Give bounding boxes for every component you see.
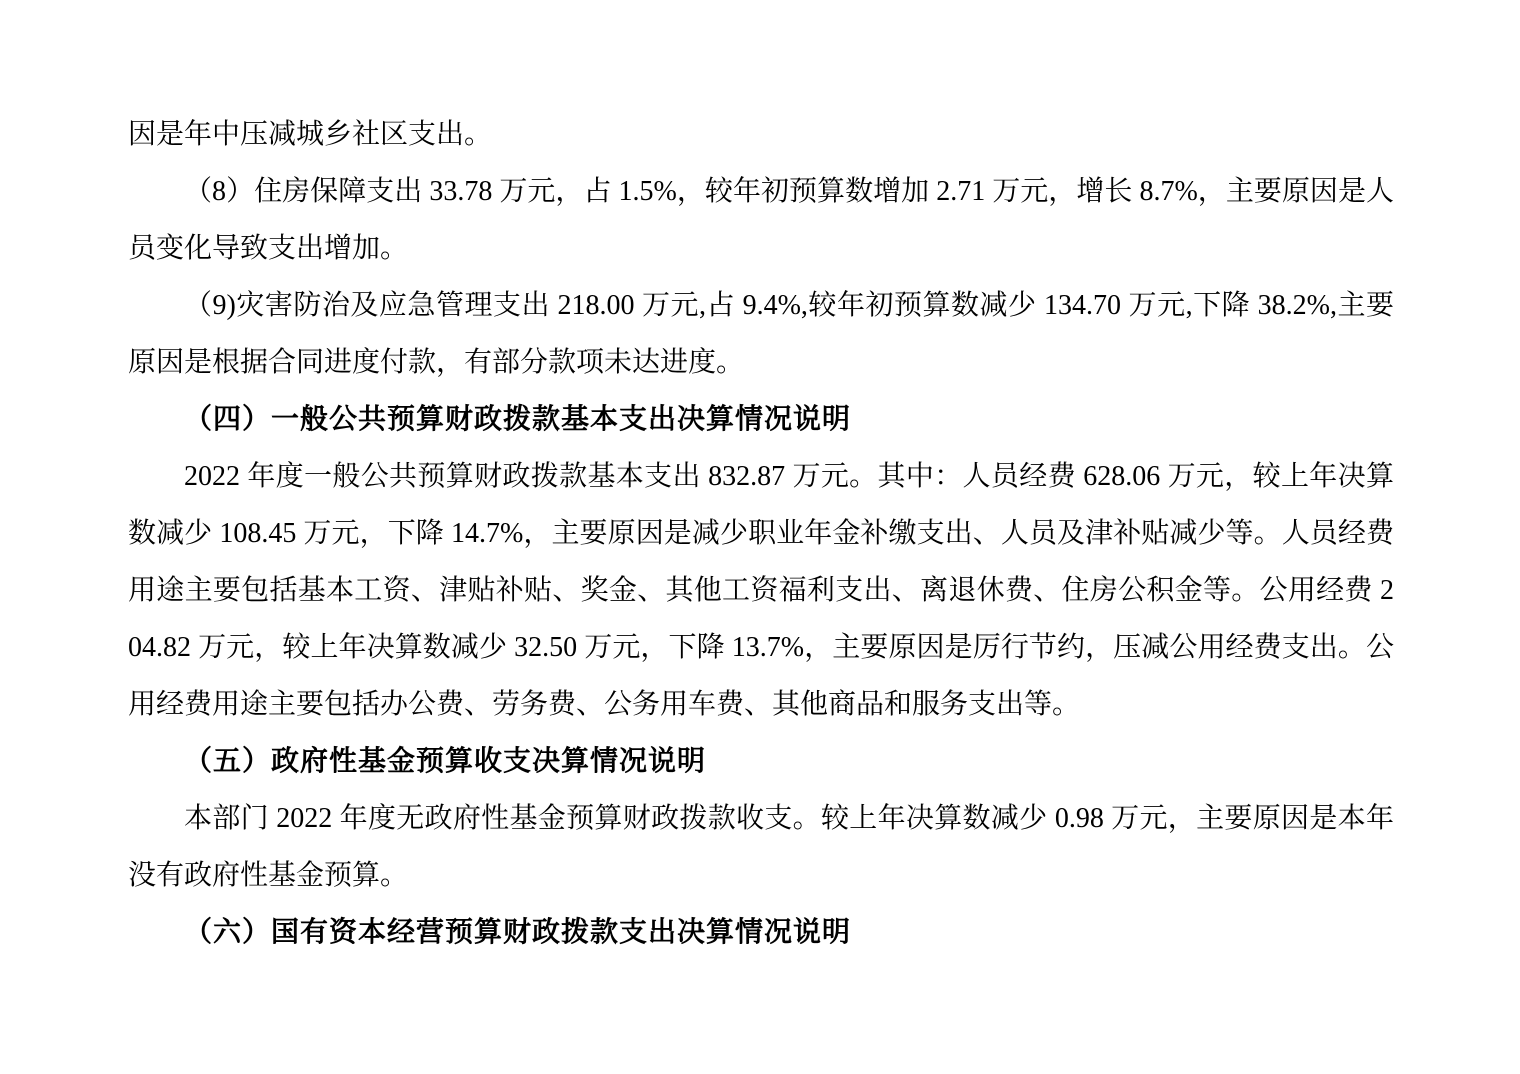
section-heading-6-state-capital-budget: （六）国有资本经营预算财政拨款支出决算情况说明 — [184, 917, 852, 948]
paragraph-item-9-disaster-prevention: （9)灾害防治及应急管理支出 218.00 万元,占 9.4%,较年初预算数减少 134.70 万元,下降 38.2%,主要原因是根据合同进度付款，有部分款项未达进度。 — [128, 290, 1394, 378]
paragraph-continuation: 因是年中压减城乡社区支出。 — [128, 119, 493, 150]
section-heading-4-basic-expenditure: （四）一般公共预算财政拨款基本支出决算情况说明 — [184, 404, 852, 435]
paragraph-government-fund-detail: 本部门 2022 年度无政府性基金预算财政拨款收支。较上年决算数减少 0.98 万元，主要原因是本年没有政府性基金预算。 — [128, 803, 1394, 891]
paragraph-item-8-housing-support: （8）住房保障支出 33.78 万元，占 1.5%，较年初预算数增加 2.71 万元，增长 8.7%，主要原因是人员变化导致支出增加。 — [128, 176, 1394, 264]
section-heading-5-government-fund-budget: （五）政府性基金预算收支决算情况说明 — [184, 746, 707, 777]
paragraph-basic-expenditure-detail: 2022 年度一般公共预算财政拨款基本支出 832.87 万元。其中：人员经费 628.06 万元，较上年决算数减少 108.45 万元，下降 14.7%，主要原因是减少职业年金补缴支出、人员及津补贴减少等。人员经费用途主要包括基本工资、津贴补贴、奖金、其他工资福利支出、离退休费、住房公积金等。公用经费 204.82 万元，较上年决算数减少 32.50 万元，下降 13.7%，主要原因是厉行节约，压减公用经费支出。公用经费用途主要包括办公费、劳务费、公务用车费、其他商品和服务支出等。 — [128, 461, 1394, 720]
